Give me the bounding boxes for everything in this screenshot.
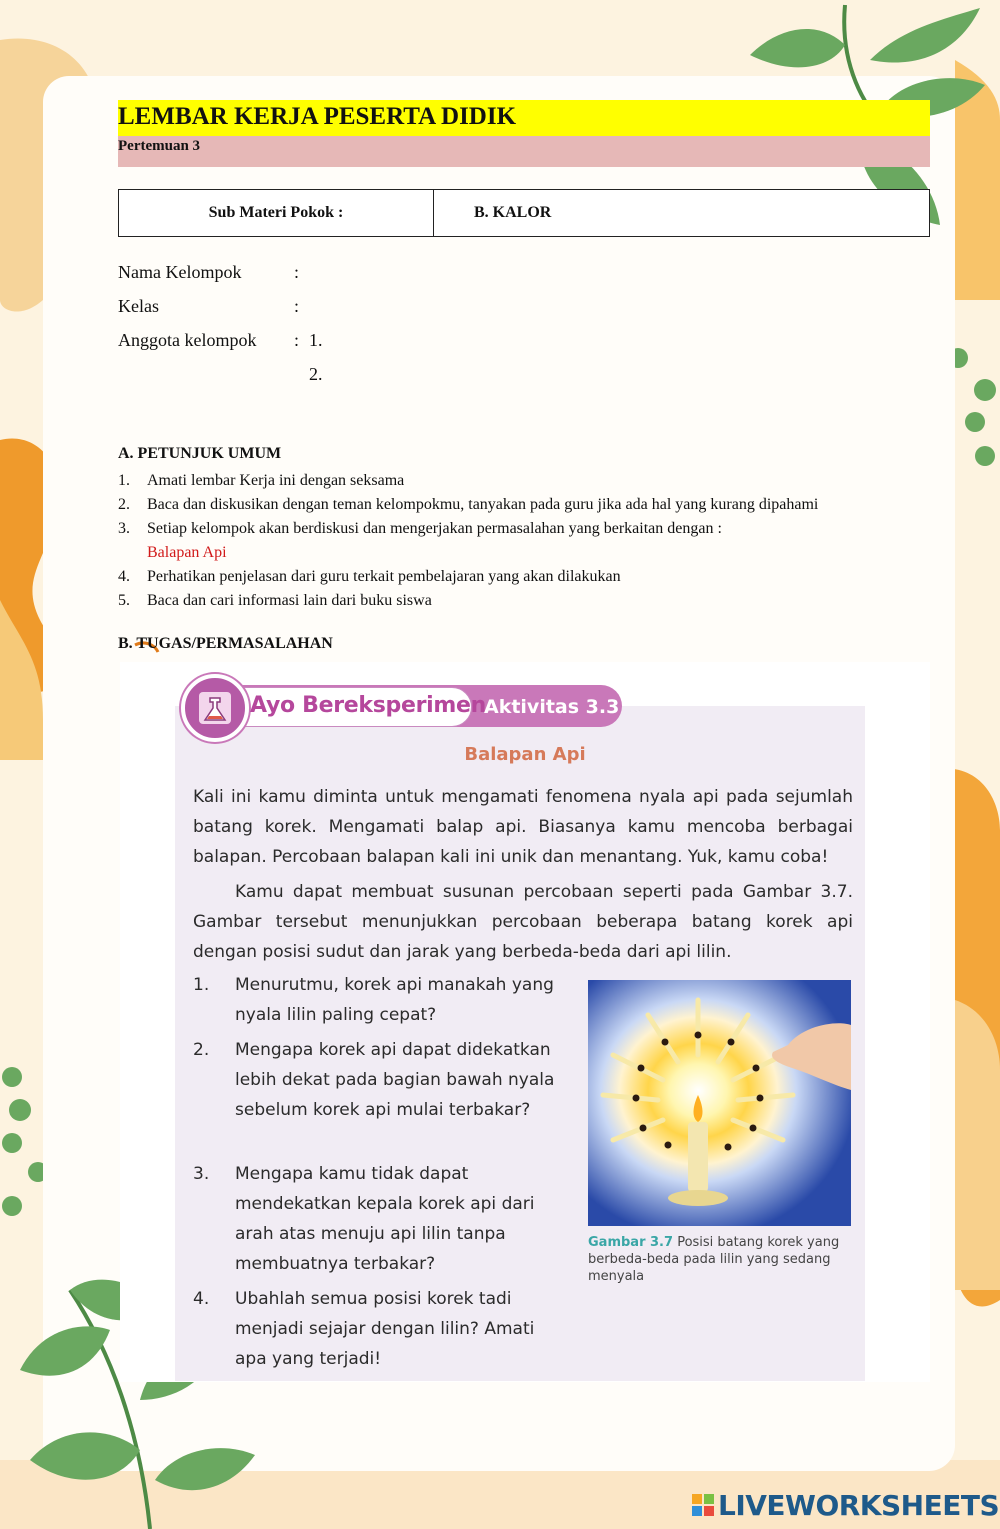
figure-caption-label: Gambar 3.7 [588,1235,674,1250]
instructions-list [118,469,918,613]
section-a-heading: A. PETUNJUK UMUM [118,445,282,462]
intro-paragraph: Kali ini kamu diminta untuk mengamati fenomena nyala api pada sejumlah batang korek. Mengamati balap api. Biasanya kamu mencoba berbagai balapan. Percobaan balapan kali ini unik dan menantang. Yuk, kamu coba! [193,787,853,867]
list-item: 1. Amati lembar Kerja ini dengan seksama [118,472,405,489]
section-b-heading: B. TUGAS/PERMASALAHAN [118,635,333,652]
topic-highlight: Balapan Api [147,544,227,561]
orange-blob-right-top [955,60,1000,300]
class-colon: : [294,296,300,316]
peach-blob-right-bottom [955,1000,1000,1290]
setup-paragraph: Kamu dapat membuat susunan percobaan seperti pada Gambar 3.7. Gambar tersebut menunjukkan percobaan beberapa batang korek api dengan posisi sudut dan jarak yang berbeda-beda dari api lilin. [193,882,853,962]
sub-materi-label: Sub Materi Pokok : [119,190,434,237]
list-item-topic [118,541,918,565]
candle-matches-figure [588,980,851,1226]
figure-caption-text: Posisi batang korek yang berbeda-beda pada lilin yang sedang menyala [588,1235,840,1284]
textbook-excerpt: Ayo Bereksperimen Aktivitas 3.3 Balapan Api Kali ini kamu diminta untuk mengamati fenomena nyala api pada sejumlah batang korek. Mengamati balap api. Biasanya kamu mencoba berbagai balapan. Percobaan balapan kali ini unik dan menantang. Yuk, kamu coba! Kamu dapat membuat susunan percobaan seperti pada Gambar 3.7. Gambar tersebut menunjukkan percobaan beberapa batang korek api dengan posisi sudut dan jarak yang berbeda-beda dari api lilin. 1. Menurutmu, korek api manakah yang nyala lilin paling cepat? 2. Mengapa korek api dapat didekatkan lebih dekat pada bagian bawah nyala sebelum korek api mulai terbakar? 3. Mengapa kamu tidak dapat mendekatkan kepala korek api dari arah atas menuju api lilin tanpa membuatnya terbakar? 4. Ubahlah semua posisi korek tadi menjadi sejajar dengan lilin? Amati apa yang terjadi! Gambar 3.7 Posisi batang korek yang berbeda-beda pada lilin yang sedang menyala [120,662,930,1382]
group-name-label: Nama Kelompok [118,262,242,282]
member-number-1: 1. [309,330,323,350]
list-item: 2. Baca dan diskusikan dengan teman kelompokmu, tanyakan pada guru jika ada hal yang kurang dipahami [118,496,819,513]
members-colon: : [294,330,300,350]
experiment-title: Balapan Api [464,744,586,765]
sub-materi-value: B. KALOR [434,190,930,237]
group-name-colon: : [294,262,300,282]
members-label: Anggota kelompok [118,330,257,350]
liveworksheets-logo-icon [692,1494,714,1516]
class-label: Kelas [118,296,159,316]
activity-badge-title: Ayo Bereksperimen [250,693,487,718]
list-item: 3. Setiap kelompok akan berdiskusi dan mengerjakan permasalahan yang berkaitan dengan : [118,520,722,537]
flask-icon [181,674,249,742]
list-item: 5. Baca dan cari informasi lain dari buku siswa [118,592,432,609]
meeting-label: Pertemuan 3 [118,136,930,167]
page-title: LEMBAR KERJA PESERTA DIDIK [118,100,930,136]
activity-badge-number: Aktivitas 3.3 [484,696,620,718]
sub-materi-table [118,189,930,237]
figure-caption [588,1234,858,1285]
member-number-2: 2. [309,364,323,384]
liveworksheets-watermark: LIVEWORKSHEETS [718,1489,1000,1522]
list-item: 4. Perhatikan penjelasan dari guru terkait pembelajaran yang akan dilakukan [118,568,621,585]
